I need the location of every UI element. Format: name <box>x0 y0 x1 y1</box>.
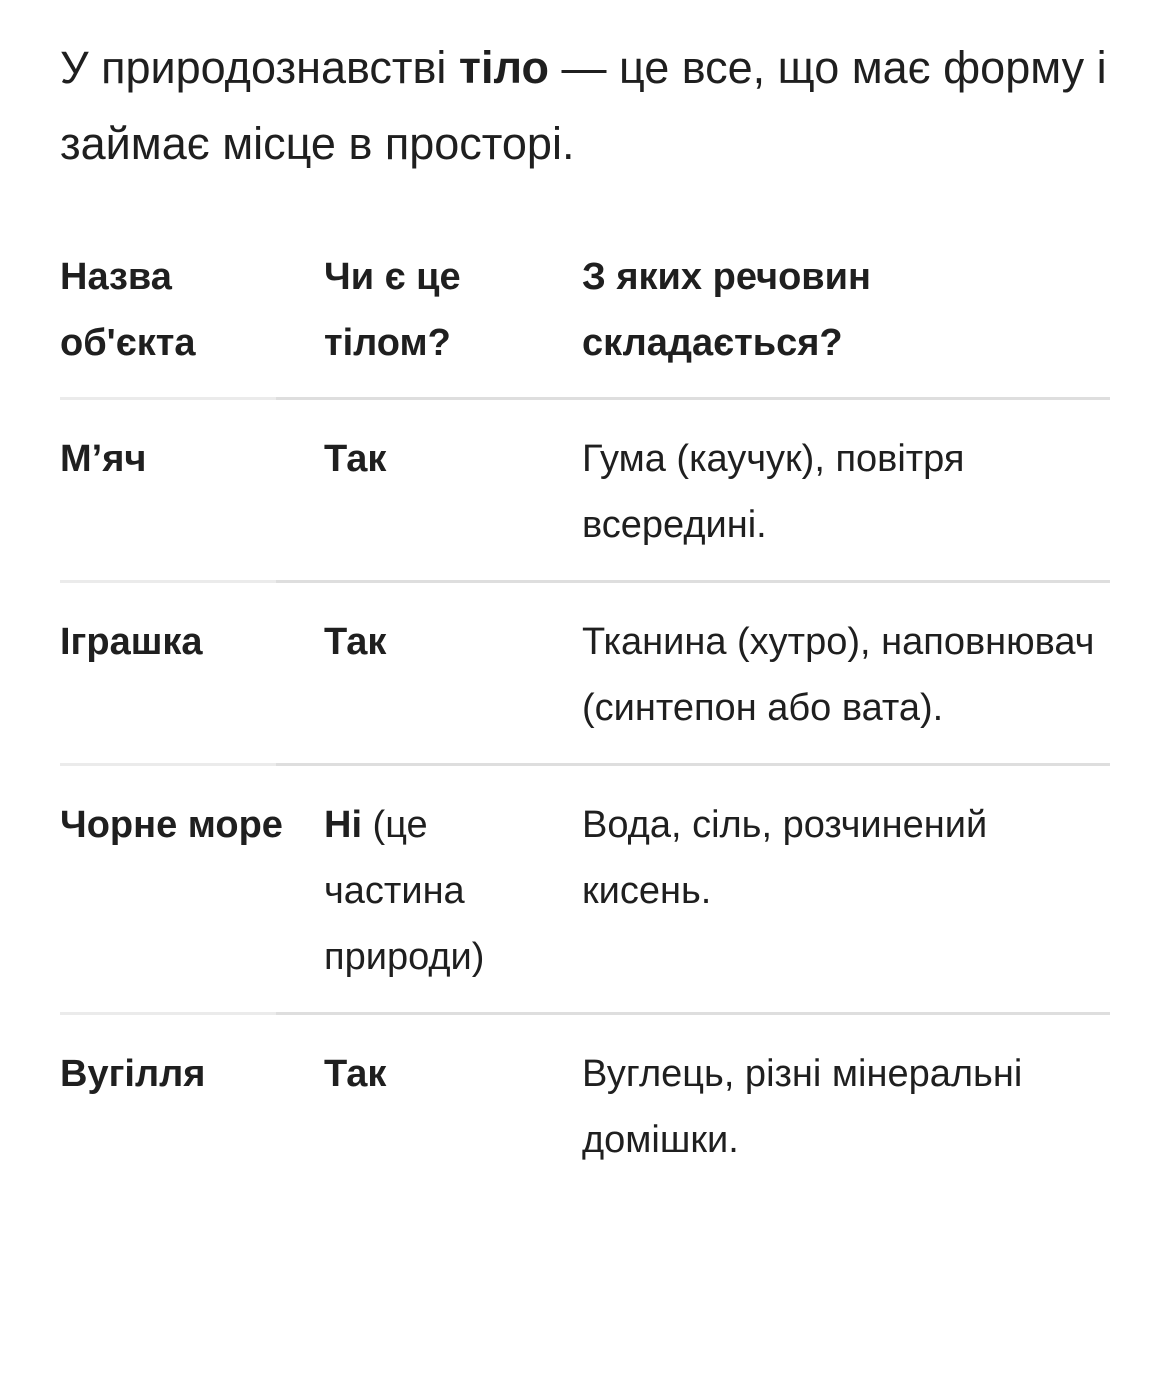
table-row <box>60 766 1110 1015</box>
table-header-row <box>60 244 1110 400</box>
bodies-table <box>60 244 1110 1198</box>
row-object-name: М’яч <box>60 438 147 480</box>
intro-text-after: — це все, що має форму і займає місце в просторі. <box>60 42 1107 169</box>
row-is-body <box>324 1041 582 1173</box>
row-is-body-answer: Так <box>324 1053 387 1095</box>
row-object-name: Чорне море <box>60 804 283 846</box>
row-is-body-answer: Ні <box>324 804 362 846</box>
row-substances: Тканина (хутро), наповнювач (синтепон або вата). <box>582 621 1095 729</box>
row-substances: Гума (каучук), повітря всередині. <box>582 438 965 546</box>
row-object-name: Вугілля <box>60 1053 206 1095</box>
row-substances: Вуглець, різні мінеральні домішки. <box>582 1053 1023 1161</box>
header-object-name: Назва об'єкта <box>60 256 196 364</box>
row-is-body <box>324 609 582 741</box>
row-is-body <box>324 426 582 558</box>
header-substances: З яких речовин складається? <box>582 256 871 364</box>
table-row <box>60 400 1110 583</box>
row-is-body-answer: Так <box>324 438 387 480</box>
intro-bold-term: тіло <box>458 42 549 93</box>
row-is-body-note: (це частина природи) <box>324 804 485 978</box>
table-row <box>60 583 1110 766</box>
row-substances: Вода, сіль, розчинений кисень. <box>582 804 988 912</box>
row-is-body <box>324 792 582 990</box>
row-is-body-answer: Так <box>324 621 387 663</box>
table-row <box>60 1015 1110 1198</box>
header-is-body: Чи є це тілом? <box>324 256 461 364</box>
row-object-name: Іграшка <box>60 621 203 663</box>
intro-text-before: У природознавстві <box>60 42 459 93</box>
intro-paragraph <box>60 30 1110 182</box>
